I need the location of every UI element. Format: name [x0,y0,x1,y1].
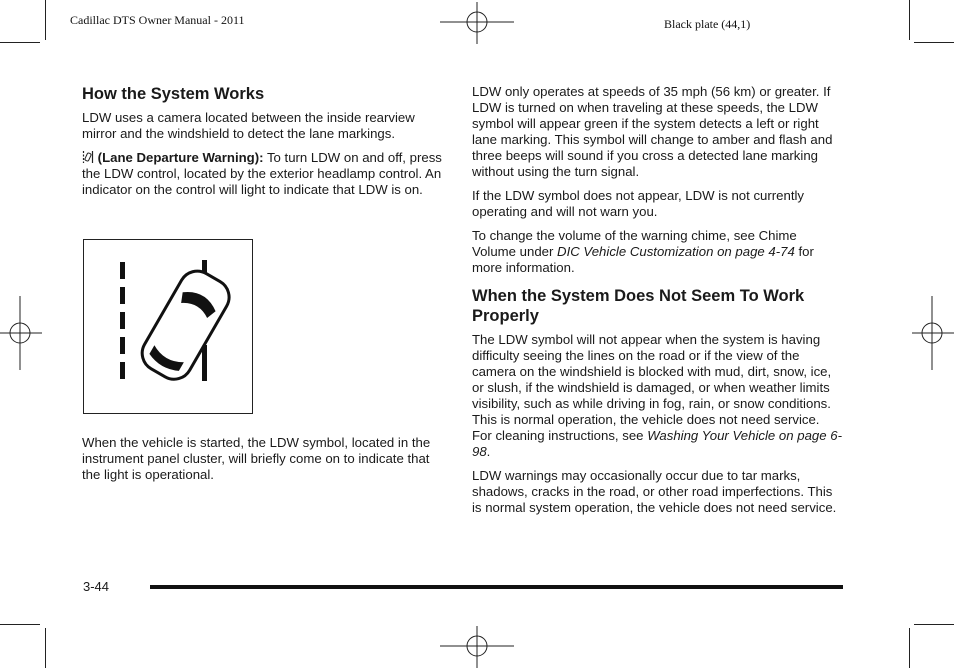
paragraph-false-warnings: LDW warnings may occasionally occur due to tar marks, shadows, cracks in the road, or other road imperfections. This is normal system operation, the vehicle does not need service. [472,468,837,515]
washing-vehicle-link[interactable]: Washing Your Vehicle on page 6-98 [472,428,842,459]
section-heading-not-working: When the System Does Not Seem To Work Properly [472,287,805,325]
left-column [82,84,447,206]
section-heading-how-it-works: How the System Works [82,85,265,103]
lane-departure-drawing [84,240,252,413]
paragraph-camera: LDW uses a camera located between the inside rearview mirror and the windshield to detect the lane markings. [82,110,415,141]
visibility-text: The LDW symbol will not appear when the system is having difficulty seeing the lines on the road or if the view of the camera on the windshield is blocked with mud, dirt, snow, ice, or slush, if the windshield is damaged, or when weather limits visibility, such as while driving in fog, rain, or snow conditions. This is normal operation, the vehicle does not need service. For cleaning instructions, see [472,332,832,443]
ldw-term: (Lane Departure Warning): [97,150,264,165]
paragraph-chime [472,228,842,276]
paragraph-visibility [472,332,842,460]
registration-mark-left [0,296,42,370]
chime-text-end: for more information. [472,244,814,275]
left-column-after-figure [82,435,447,491]
visibility-text-end: . [486,444,491,459]
right-column [472,84,842,524]
header-title: Cadillac DTS Owner Manual - 2011 [70,13,245,27]
footer-rule [150,585,843,589]
chime-text: To change the volume of the warning chime, see Chime Volume under [472,228,797,259]
lane-departure-illustration [83,239,253,414]
header-plate: Black plate (44,1) [664,17,751,31]
paragraph-not-appear: If the LDW symbol does not appear, LDW is not currently operating and will not warn you. [472,188,805,219]
dic-customization-link[interactable]: DIC Vehicle Customization on page 4-74 [557,244,795,259]
ldw-control-text: To turn LDW on and off, press the LDW control, located by the exterior headlamp control. An indicator on the control will light to indicate that LDW is on. [82,150,442,197]
registration-mark-bottom [440,626,514,668]
registration-mark-right [912,296,954,370]
paragraph-ldw-control [82,150,447,198]
paragraph-startup: When the vehicle is started, the LDW symbol, located in the instrument panel cluster, will briefly come on to indicate that the light is operational. [82,435,431,482]
page-number: 3-44 [83,579,110,594]
registration-mark-top [440,2,514,44]
lane-departure-icon [82,150,94,164]
paragraph-speed: LDW only operates at speeds of 35 mph (56 km) or greater. If LDW is turned on when traveling at these speeds, the LDW symbol will appear green if the system detects a left or right lane marking. This symbol will change to amber and flash and three beeps will sound if you cross a detected lane marking without using the turn signal. [472,84,833,179]
